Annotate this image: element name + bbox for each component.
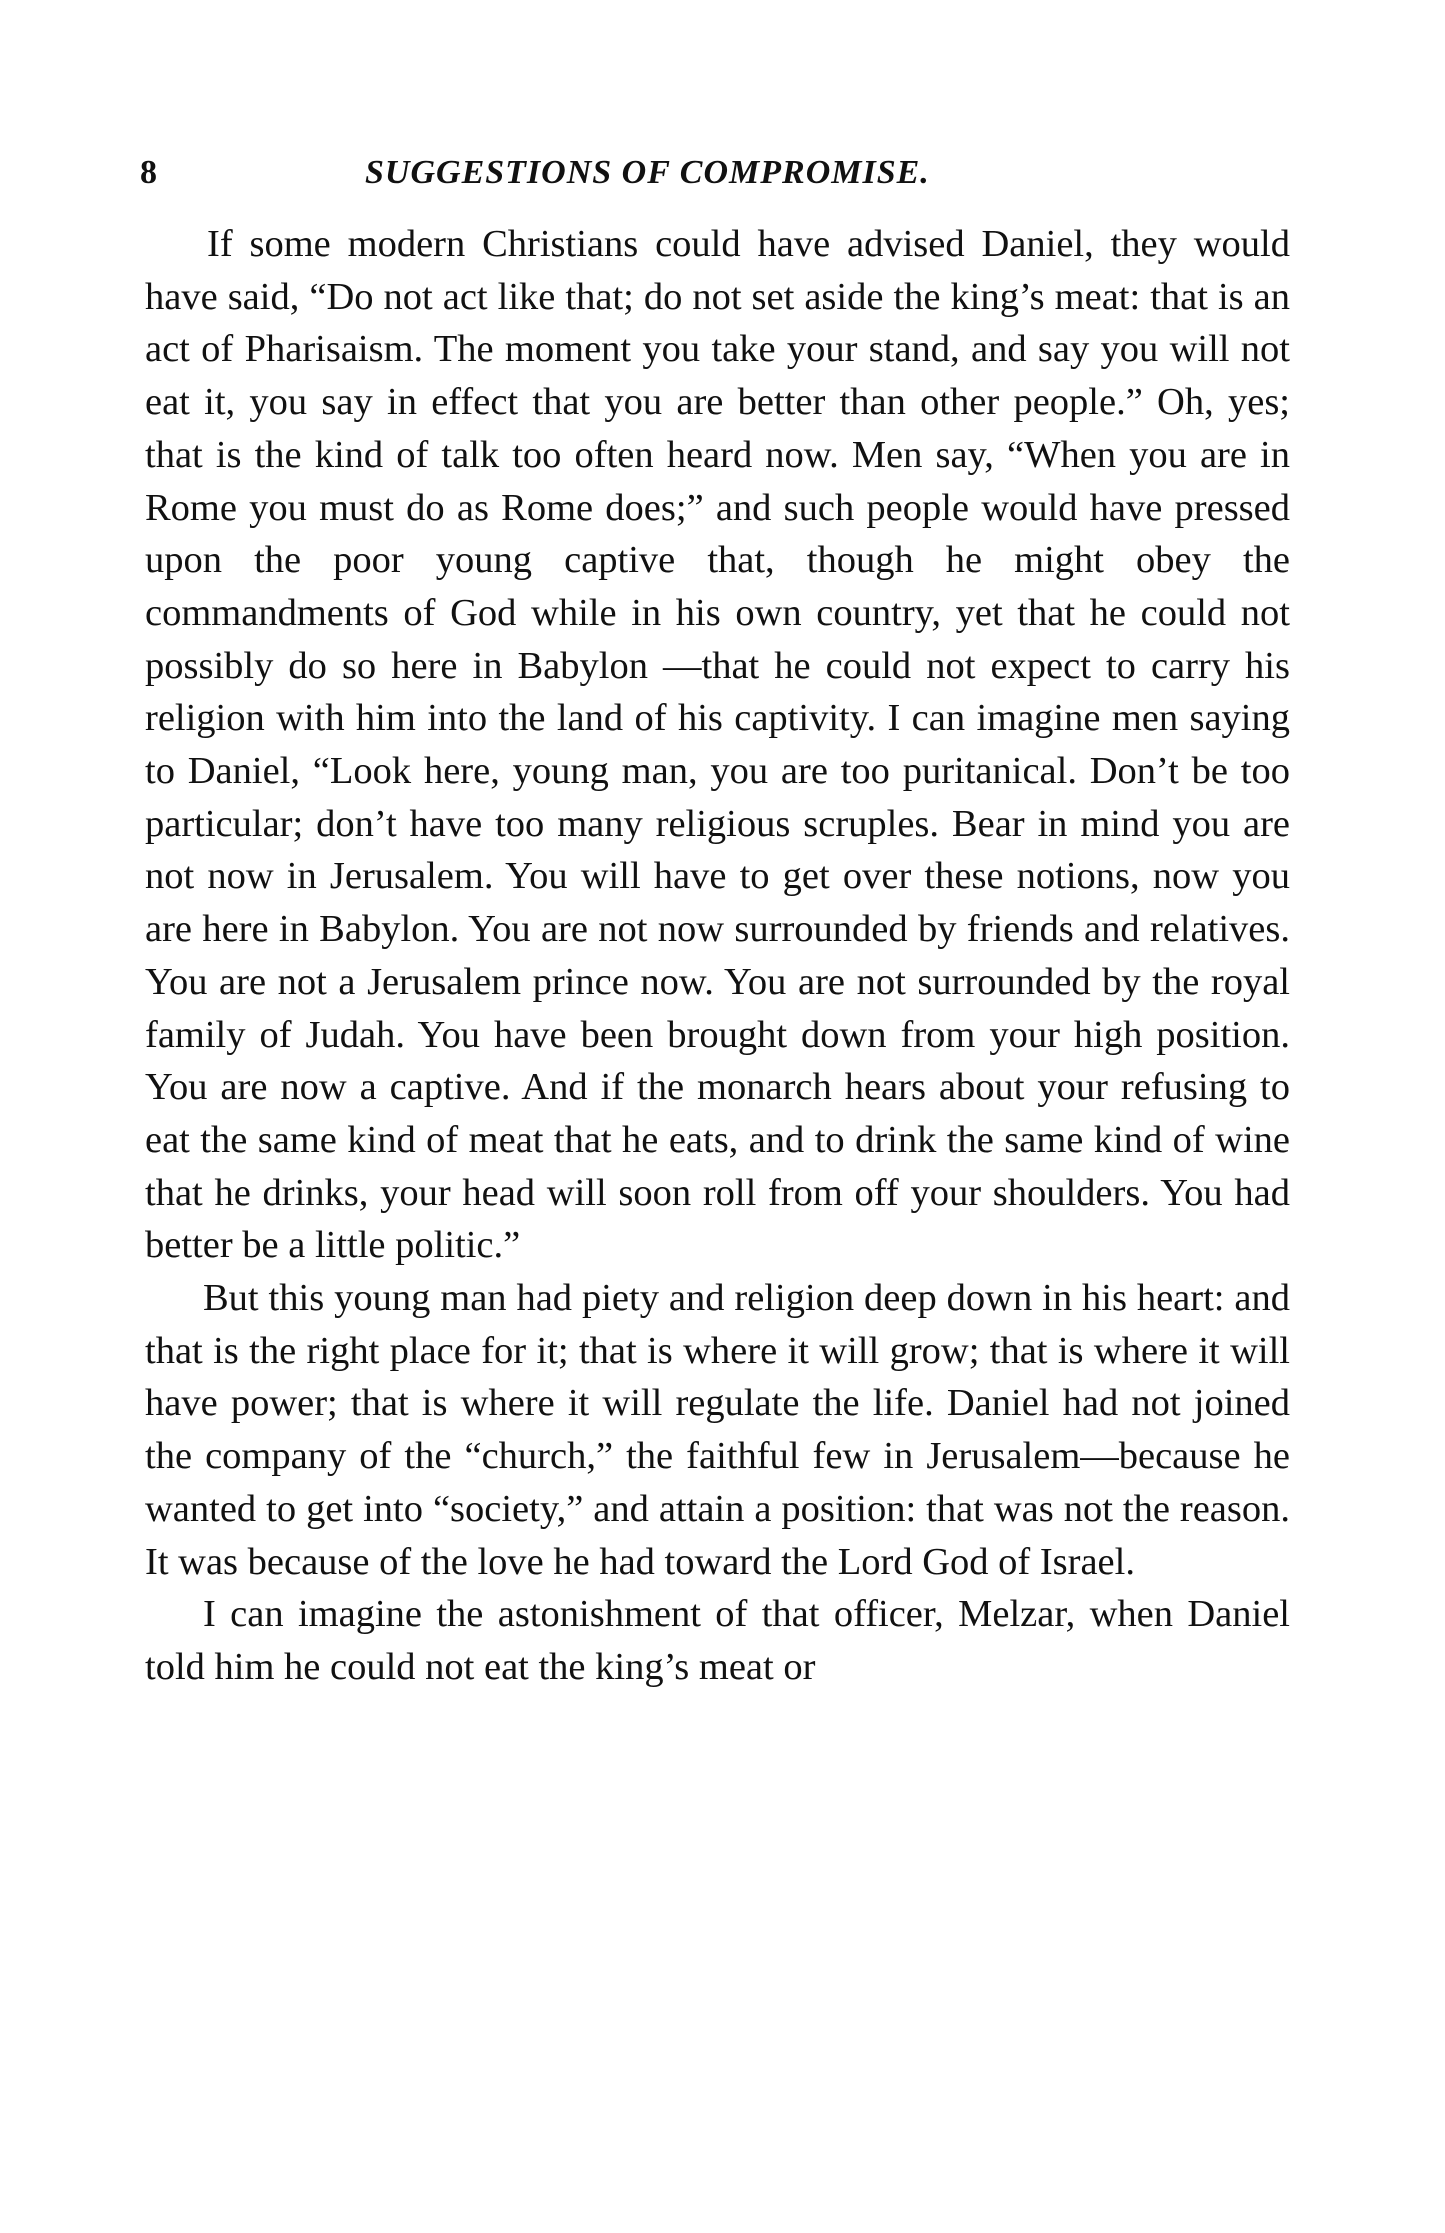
body-text [145, 218, 1290, 1694]
paragraph-2: But this young man had piety and religion deep down in his heart: and that is the right place for it; that is where it will grow; that is where it will have power; that is where it will regulate the life. Daniel had not joined the company of the “church,” the faithful few in Jerusalem—because he wanted to get into “society,” and attain a position: that was not the reason. It was because of the love he had toward the Lord God of Israel. [145, 1277, 1290, 1583]
page-number: 8 [140, 154, 158, 191]
running-head [140, 143, 1290, 203]
paragraph-3: I can imagine the astonishment of that officer, Melzar, when Daniel told him he could not eat the king’s meat or [145, 1593, 1290, 1688]
running-title: SUGGESTIONS OF COMPROMISE. [365, 154, 930, 191]
paragraph-1: If some modern Christians could have advised Daniel, they would have said, “Do not act like that; do not set aside the king’s meat: that is an act of Pharisaism. The moment you take your stand, and say you will not eat it, you say in effect that you are better than other people.” Oh, yes; that is the kind of talk too often heard now. Men say, “When you are in Rome you must do as Rome does;” and such people would have pressed upon the poor young captive that, though he might obey the commandments of God while in his own country, yet that he could not possibly do so here in Babylon —that he could not expect to carry his religion with him into the land of his captivity. I can imagine men saying to Daniel, “Look here, young man, you are too puritanical. Don’t be too particular; don’t have too many religious scruples. Bear in mind you are not now in Jerusalem. You will have to get over these notions, now you are here in Babylon. You are not now surrounded by friends and relatives. You are not a Jerusalem prince now. You are not surrounded by the royal family of Judah. You have been brought down from your high position. You are now a captive. And if the monarch hears about your refusing to eat the same kind of meat that he eats, and to drink the same kind of wine that he drinks, your head will soon roll from off your shoulders. You had better be a little politic.” [145, 223, 1290, 1267]
